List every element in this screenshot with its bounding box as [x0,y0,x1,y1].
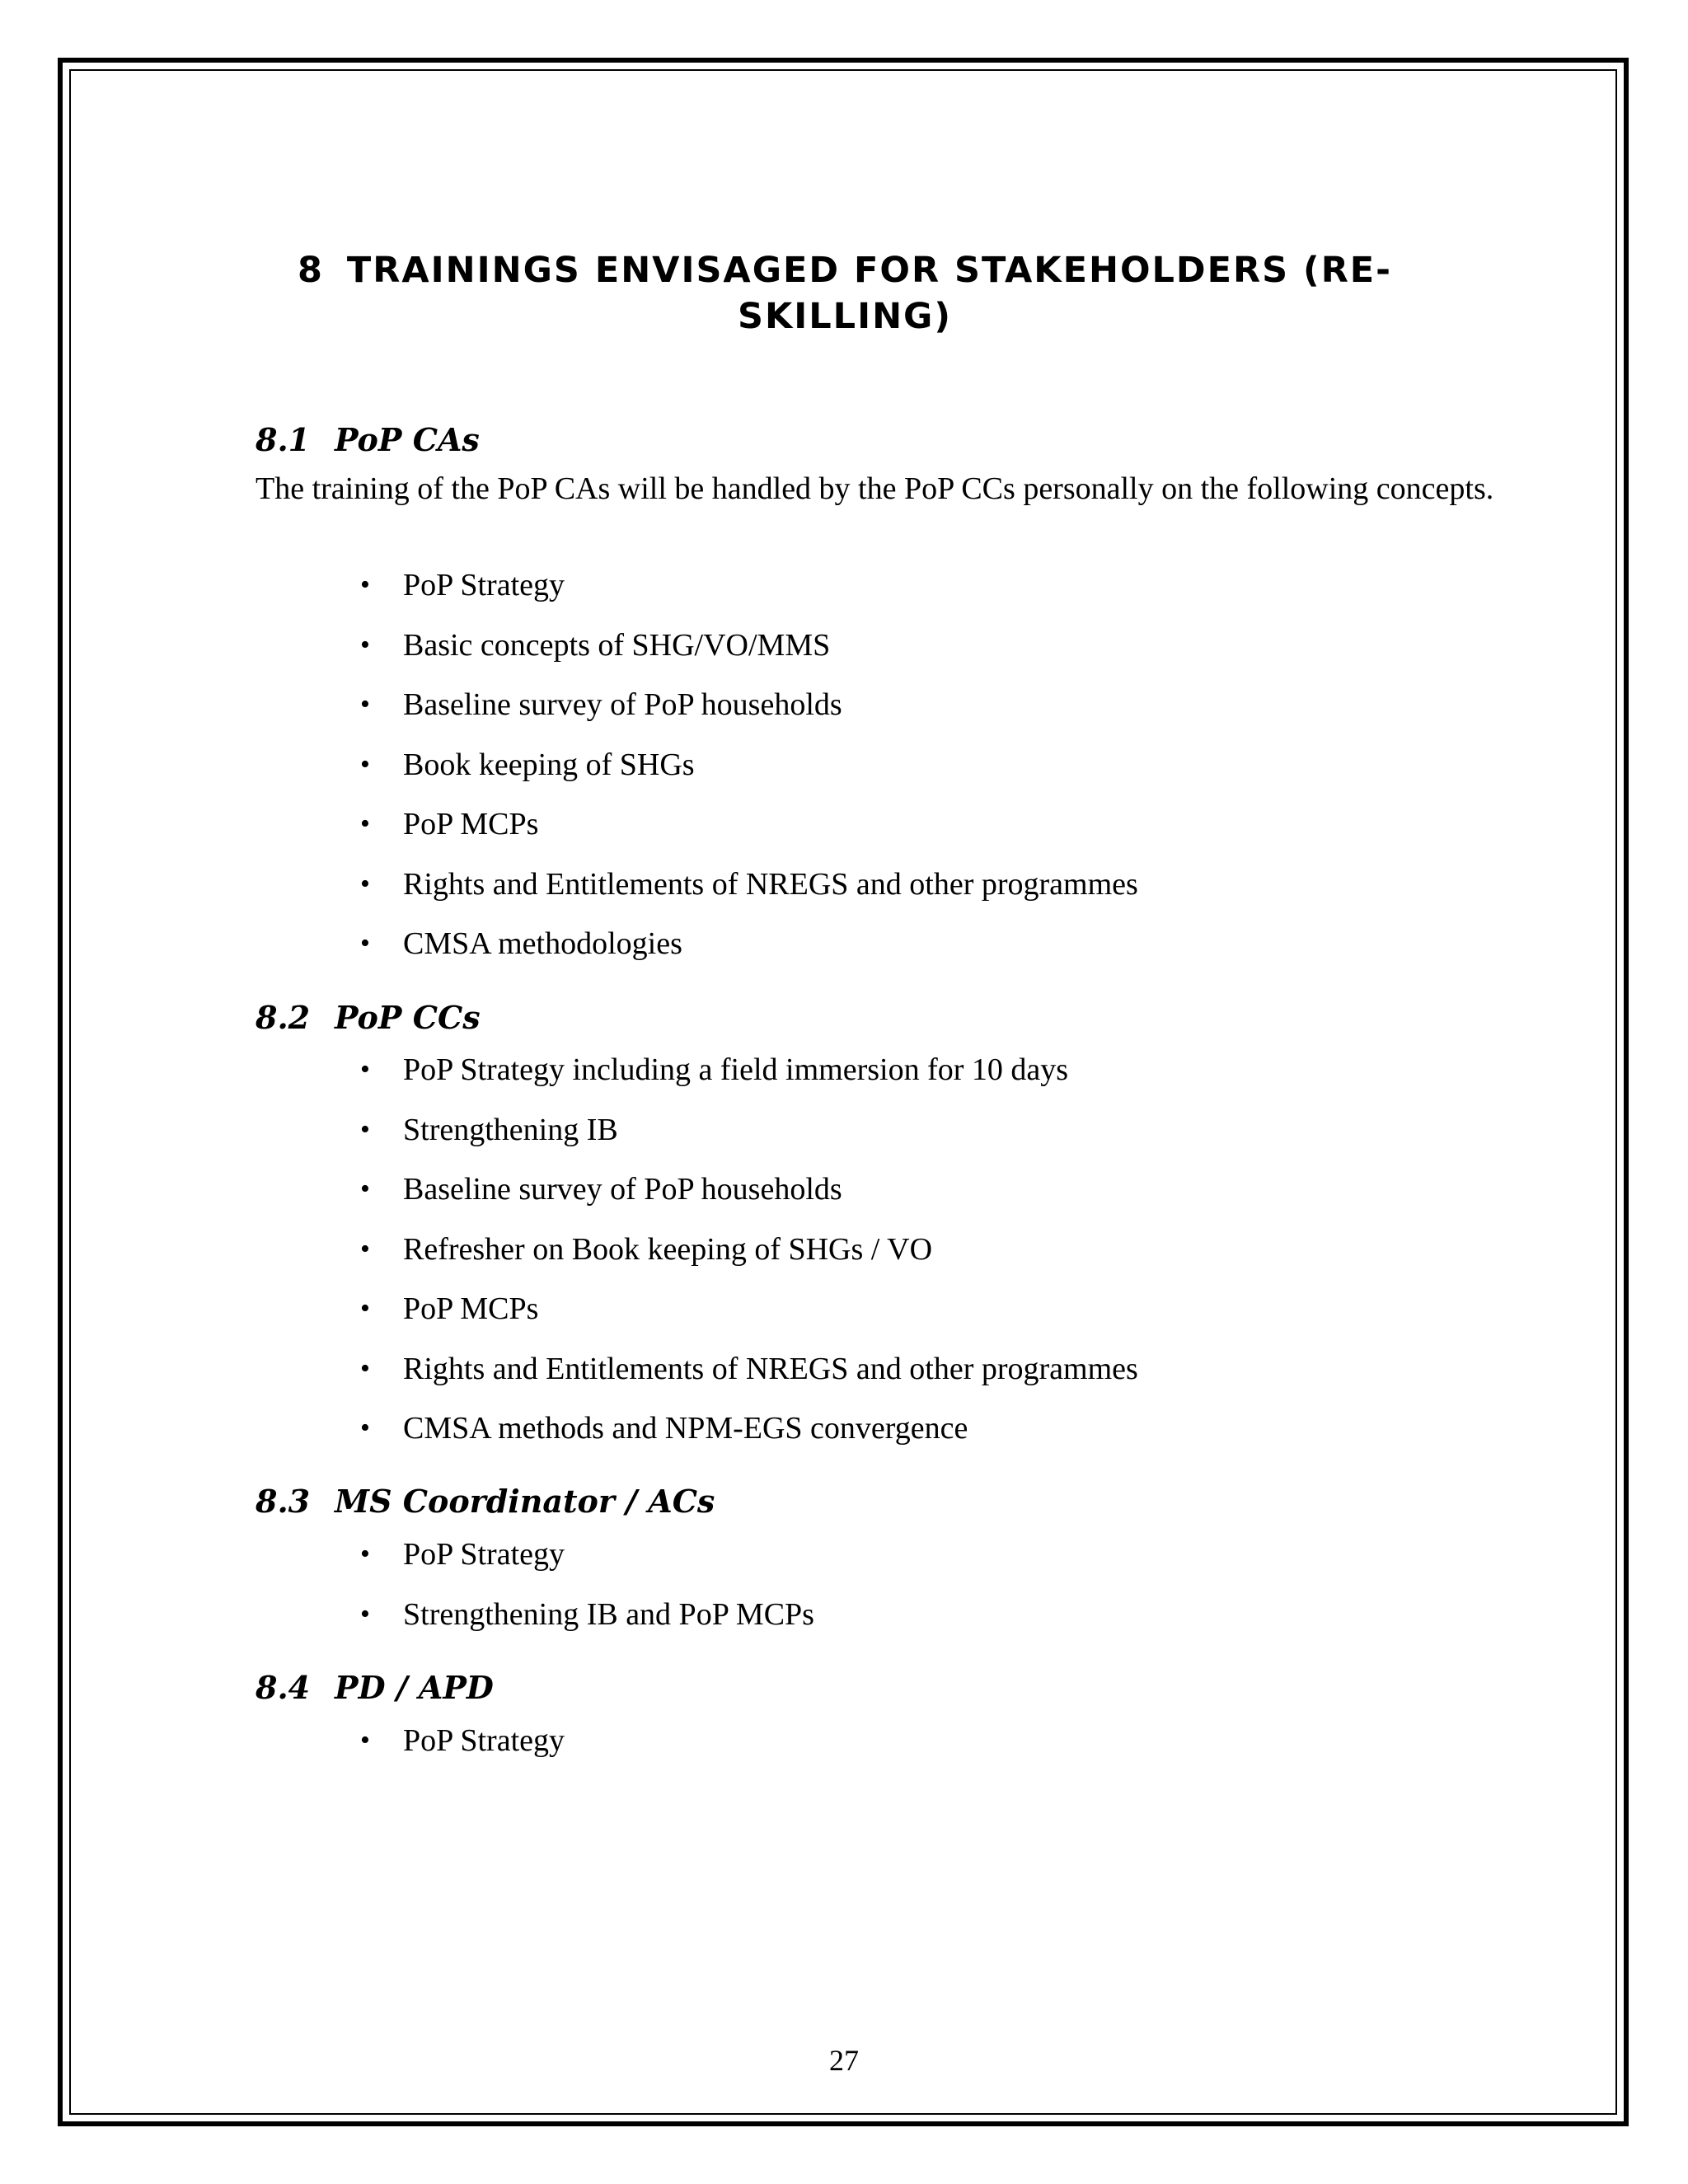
section-number: 8.3 [256,1483,311,1520]
bullet-icon: • [360,748,370,780]
list-item-text: PoP Strategy [403,1723,565,1758]
bullet-icon: • [360,629,370,660]
section-heading-8-2 [256,998,481,1038]
bullet-icon: • [360,1413,370,1443]
bullet-icon: • [360,1293,370,1324]
list-item-text: PoP MCPs [403,807,539,841]
chapter-title [256,247,1434,340]
list-item-text: Strengthening IB [403,1112,618,1147]
section-heading-8-1 [256,420,480,460]
bullet-icon: • [360,1539,370,1569]
chapter-title-text: TRAININGS ENVISAGED FOR STAKEHOLDERS (RE-SKILLING) [346,250,1393,337]
section-heading-8-3 [256,1482,715,1521]
list-item-text: Book keeping of SHGs [403,747,695,782]
list-item-text: Baseline survey of PoP households [403,687,842,722]
bullet-icon: • [360,1598,370,1629]
bullet-icon: • [360,569,370,600]
list-item-text: Rights and Entitlements of NREGS and other programmes [403,866,1138,902]
list-item-text: Strengthening IB and PoP MCPs [403,1596,814,1632]
bullet-icon: • [360,868,370,899]
list-item-text: PoP Strategy [403,568,565,602]
section-title: PoP CAs [335,421,480,458]
bullet-icon: • [360,808,370,839]
list-item-text: PoP MCPs [403,1291,539,1326]
section-title: PD / APD [335,1669,494,1706]
list-item-text: Baseline survey of PoP households [403,1172,842,1207]
bullet-icon: • [360,1725,370,1755]
list-item-text: Refresher on Book keeping of SHGs / VO [403,1231,933,1267]
section-number: 8.4 [256,1669,311,1706]
page-number: 27 [829,2044,859,2077]
section-heading-8-4 [256,1668,494,1708]
section-number: 8.1 [256,421,311,458]
list-item-text: PoP Strategy including a field immersion for 10 days [403,1052,1069,1087]
bullet-icon: • [360,689,370,719]
bullet-icon: • [360,1233,370,1264]
bullet-icon: • [360,1174,370,1204]
section-title: MS Coordinator / ACs [335,1483,715,1520]
chapter-number: 8 [297,250,324,291]
bullet-icon: • [360,928,370,958]
section-intro: The training of the PoP CAs will be handled by the PoP CCs personally on the following concepts. [256,471,1494,506]
section-title: PoP CCs [335,999,481,1036]
list-item-text: CMSA methodologies [403,926,682,961]
section-number: 8.2 [256,999,311,1036]
list-item-text: CMSA methods and NPM-EGS convergence [403,1411,968,1446]
bullet-icon: • [360,1352,370,1384]
list-item-text: Basic concepts of SHG/VO/MMS [403,627,831,663]
bullet-icon: • [360,1054,370,1085]
list-item-text: PoP Strategy [403,1537,565,1572]
bullet-icon: • [360,1113,370,1145]
list-item-text: Rights and Entitlements of NREGS and other programmes [403,1351,1138,1386]
